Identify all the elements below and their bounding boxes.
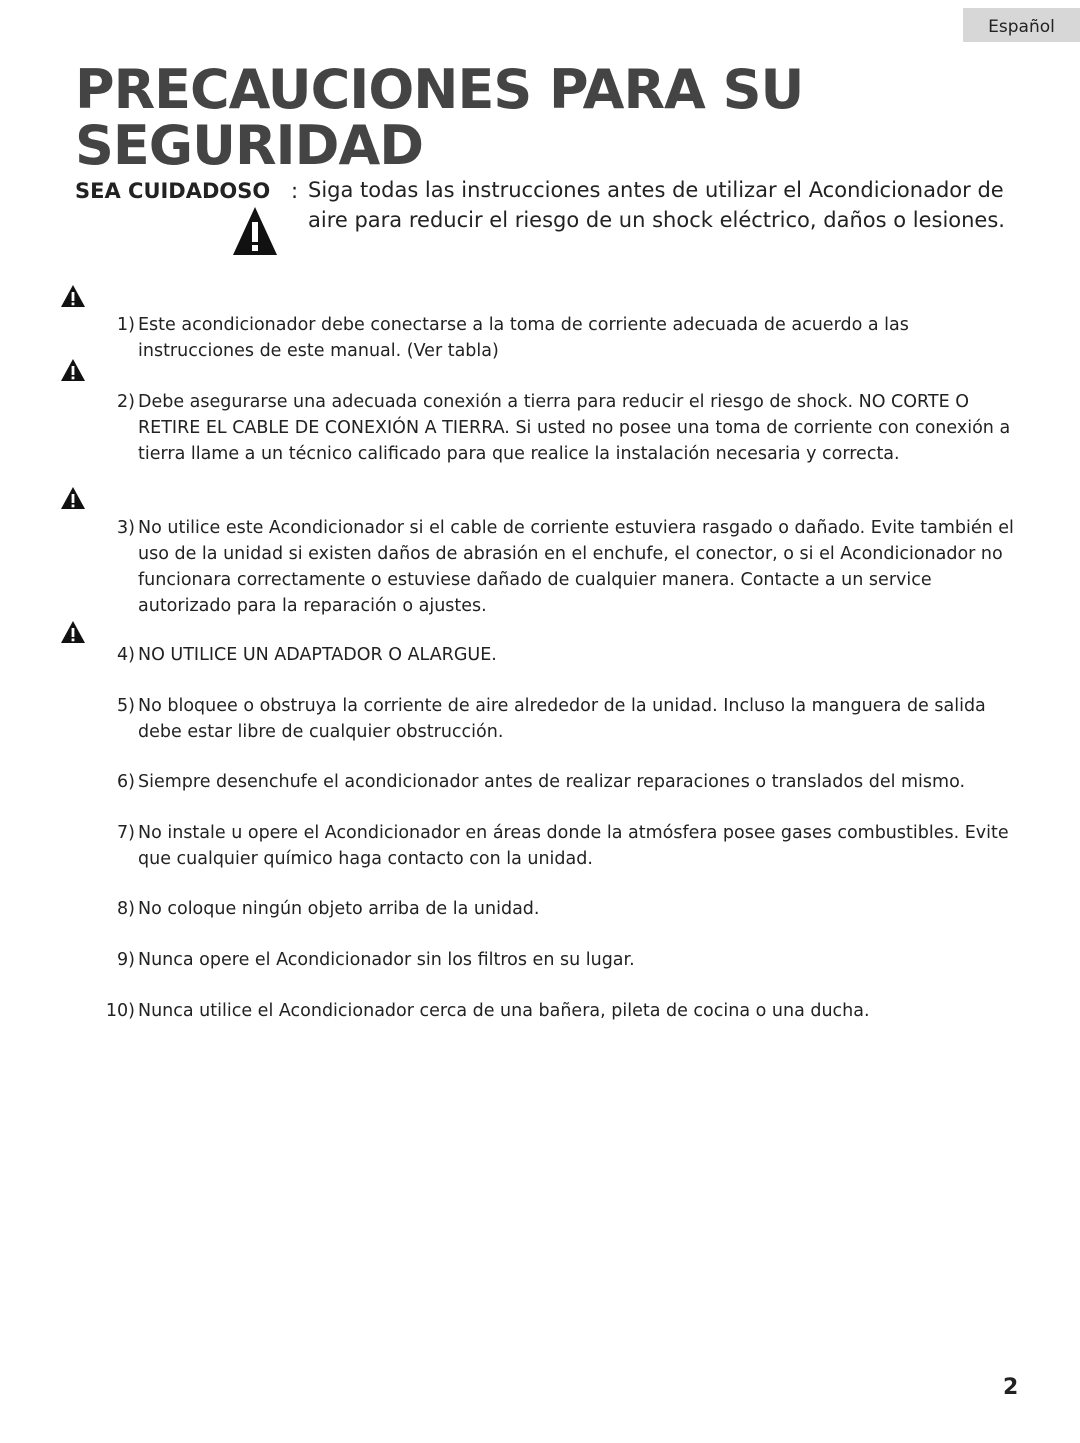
list-item-text: Nunca opere el Acondicionador sin los filtros en su lugar. xyxy=(138,950,635,970)
list-item-text: No utilice este Acondicionador si el cable de corriente estuviera rasgado o dañado. Evite también el uso de la unidad si existen daños de abrasión en el enchufe, el conector, o si el Acondicionador no funcionara correctamente o estuviese dañado de cualquier manera. Contacte a un service autorizado para la reparación o ajustes. xyxy=(138,518,1014,616)
list-item-number: 6) xyxy=(117,772,135,792)
list-item-text: Debe asegurarse una adecuada conexión a tierra para reducir el riesgo de shock. NO CORTE O RETIRE EL CABLE DE CONEXIÓN A TIERRA. Si usted no posee una toma de corriente con conexión a tierra llame a un técnico calificado para que realice la instalación necesaria y correcta. xyxy=(138,392,1011,464)
warning-triangle-icon xyxy=(60,358,86,382)
list-item-number: 9) xyxy=(117,950,135,970)
list-item-text: Siempre desenchufe el acondicionador antes de realizar reparaciones o translados del mismo. xyxy=(138,772,966,792)
list-item-number: 10) xyxy=(105,1001,135,1021)
list-item-text: Nunca utilice el Acondicionador cerca de una bañera, pileta de cocina o una ducha. xyxy=(138,1001,870,1021)
warning-triangle-icon xyxy=(60,486,86,510)
page-title xyxy=(75,58,935,177)
list-item-text: No instale u opere el Acondicionador en áreas donde la atmósfera posee gases combustibles. Evite que cualquier químico haga contacto con la unidad. xyxy=(138,823,1009,869)
warning-triangle-icon xyxy=(60,284,86,308)
list-item-text: NO UTILICE UN ADAPTADOR O ALARGUE. xyxy=(138,645,497,665)
page-title-line1: PRECAUCIONES PARA SU xyxy=(75,58,804,121)
page-number: 2 xyxy=(1003,1375,1019,1400)
warning-triangle-icon xyxy=(231,205,279,257)
caution-colon: : xyxy=(291,179,299,203)
list-item-number: 4) xyxy=(117,645,135,665)
caution-label: SEA CUIDADOSO xyxy=(75,179,271,203)
list-item-number: 3) xyxy=(117,518,135,538)
list-item-text: No coloque ningún objeto arriba de la unidad. xyxy=(138,899,540,919)
list-item-number: 1) xyxy=(117,315,135,335)
caution-text: Siga todas las instrucciones antes de utilizar el Acondicionador de aire para reducir el riesgo de un shock eléctrico, daños o lesiones. xyxy=(308,178,1005,232)
language-tab: Español xyxy=(963,8,1080,42)
list-item-number: 5) xyxy=(117,696,135,716)
list-item-text: No bloquee o obstruya la corriente de aire alrededor de la unidad. Incluso la manguera de salida debe estar libre de cualquier obstrucción. xyxy=(138,696,986,742)
list-item-text: Este acondicionador debe conectarse a la toma de corriente adecuada de acuerdo a las instrucciones de este manual. (Ver tabla) xyxy=(138,315,909,361)
list-item-number: 2) xyxy=(117,392,135,412)
caution-block xyxy=(75,175,1025,265)
list-item-number: 7) xyxy=(117,823,135,843)
list-item-number: 8) xyxy=(117,899,135,919)
page-title-line2: SEGURIDAD xyxy=(75,114,424,177)
warning-triangle-icon xyxy=(60,620,86,644)
